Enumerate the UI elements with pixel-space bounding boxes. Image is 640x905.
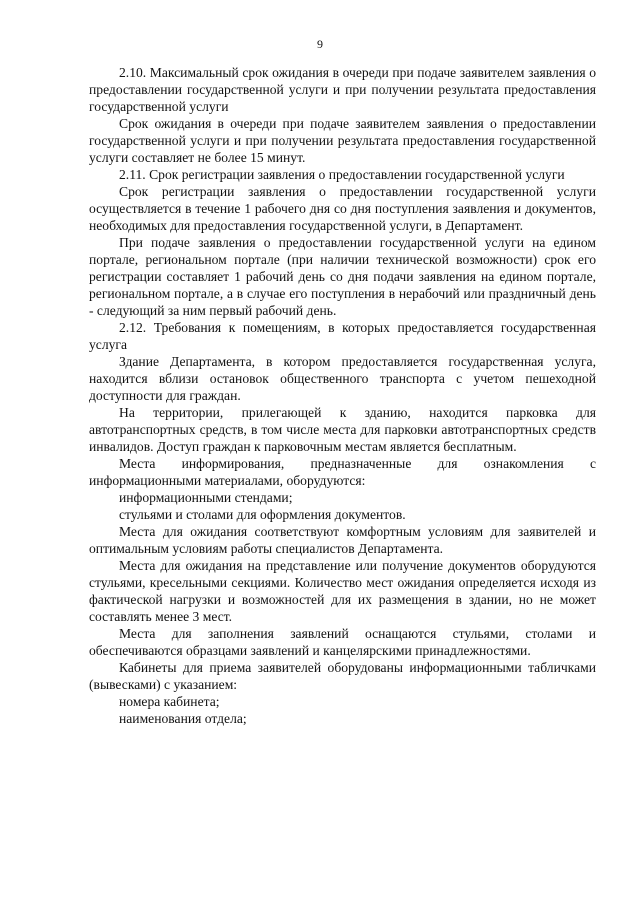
paragraph: Срок ожидания в очереди при подаче заявителем заявления о предоставлении государственной услуги и при получении результата предоставления государственной услуги составляет не более 15 минут. xyxy=(89,116,596,165)
paragraph: Здание Департамента, в котором предоставляется государственная услуга, находится вблизи остановок общественного транспорта с учетом пешеходной доступности для граждан. xyxy=(89,354,596,403)
paragraph: Места для ожидания на представление или получение документов оборудуются стульями, кресельными секциями. Количество мест ожидания определяется исходя из фактической нагрузки и возможностей для их размещения в здании, но не может составлять менее 3 мест. xyxy=(89,558,596,624)
list-item: информационными стендами; xyxy=(119,490,293,505)
section-heading-2-12: 2.12. Требования к помещениям, в которых предоставляется государственная услуга xyxy=(89,320,596,352)
page-number: 9 xyxy=(317,37,323,51)
section-heading-2-10: 2.10. Максимальный срок ожидания в очереди при подаче заявителем заявления о предоставлении государственной услуги и при получении результата предоставления государственной услуги xyxy=(89,65,596,114)
paragraph: Места для ожидания соответствуют комфортным условиям для заявителей и оптимальным условиям работы специалистов Департамента. xyxy=(89,524,596,556)
list-item: номера кабинета; xyxy=(119,694,220,709)
paragraph: На территории, прилегающей к зданию, находится парковка для автотранспортных средств, в том числе места для парковки автотранспортных средств инвалидов. Доступ граждан к парковочным местам является бесплатным. xyxy=(89,405,596,454)
paragraph: Места для заполнения заявлений оснащаются стульями, столами и обеспечиваются образцами заявлений и канцелярскими принадлежностями. xyxy=(89,626,596,658)
document-body xyxy=(89,64,596,727)
list-item: стульями и столами для оформления документов. xyxy=(119,507,406,522)
paragraph: Срок регистрации заявления о предоставлении государственной услуги осуществляется в течение 1 рабочего дня со дня поступления заявления и документов, необходимых для предоставления государственной услуги, в Департамент. xyxy=(89,184,596,233)
paragraph: Кабинеты для приема заявителей оборудованы информационными табличками (вывесками) с указанием: xyxy=(89,660,596,692)
paragraph: Места информирования, предназначенные для ознакомления с информационными материалами, оборудуются: xyxy=(89,456,596,488)
paragraph: При подаче заявления о предоставлении государственной услуги на едином портале, региональном портале (при наличии технической возможности) срок его регистрации составляет 1 рабочий день со дня подачи заявления на едином портале, региональном портале, а в случае его поступления в нерабочий или праздничный день - следующий за ним первый рабочий день. xyxy=(89,235,596,318)
list-item: наименования отдела; xyxy=(119,711,247,726)
section-heading-2-11: 2.11. Срок регистрации заявления о предоставлении государственной услуги xyxy=(119,167,565,182)
